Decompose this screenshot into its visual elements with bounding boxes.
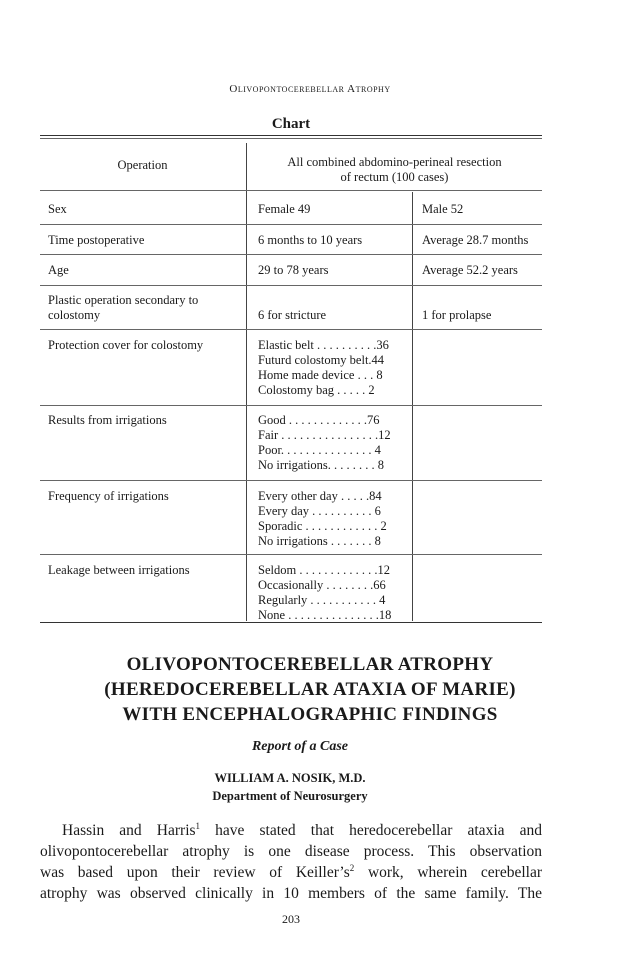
body-line	[40, 820, 542, 841]
body-line-text: was based upon their review of Keiller’s	[40, 864, 350, 881]
running-head: Olivopontocerebellar Atrophy	[229, 83, 391, 95]
column-header-resection-line2: of rectum (100 cases)	[340, 170, 449, 184]
row-rule	[40, 224, 542, 225]
row-frequency-list	[258, 489, 387, 549]
body-line-text: olivopontocerebellar atrophy is one disease process. This observation	[40, 843, 542, 860]
body-line	[40, 841, 542, 862]
row-rule	[40, 329, 542, 330]
row-results-list	[258, 413, 391, 473]
list-item: Poor. . . . . . . . . . . . . . . 4	[258, 443, 381, 457]
row-sex-col2: Female 49	[258, 202, 311, 216]
row-protection-label: Protection cover for colostomy	[48, 338, 204, 352]
row-age-col2: 29 to 78 years	[258, 263, 329, 277]
table-top-rule	[40, 135, 542, 136]
author-block	[0, 769, 580, 805]
list-item: Elastic belt . . . . . . . . . .36	[258, 338, 389, 352]
article-title	[0, 652, 620, 727]
list-item: Regularly . . . . . . . . . . . 4	[258, 593, 386, 607]
body-line-text: Hassin and Harris	[62, 822, 196, 839]
row-plastic-label-text: Plastic operation secondary to colostomy	[48, 293, 199, 322]
page-number: 203	[282, 912, 300, 926]
row-age-col3: Average 52.2 years	[422, 263, 518, 277]
footnote-ref: 2	[349, 862, 355, 873]
list-item: Sporadic . . . . . . . . . . . . 2	[258, 519, 387, 533]
list-item: No irrigations . . . . . . . 8	[258, 534, 381, 548]
row-age-label: Age	[48, 263, 69, 277]
list-item: Fair . . . . . . . . . . . . . . . .12	[258, 428, 391, 442]
row-rule	[40, 554, 542, 555]
row-rule	[40, 285, 542, 286]
row-sex-col3: Male 52	[422, 202, 464, 216]
body-line	[40, 883, 542, 904]
table-top-rule-2	[40, 138, 542, 139]
article-subtitle: Report of a Case	[251, 739, 349, 754]
author-name: WILLIAM A. NOSIK, M.D.	[214, 771, 366, 785]
row-plastic-label	[48, 293, 233, 323]
article-title-line2: (HEREDOCEREBELLAR ATAXIA OF MARIE)	[104, 679, 516, 700]
row-rule	[40, 480, 542, 481]
list-item: Home made device . . . 8	[258, 368, 383, 382]
list-item: Seldom . . . . . . . . . . . . .12	[258, 563, 390, 577]
column-header-resection-line1: All combined abdomino-perineal resection	[287, 155, 502, 169]
table-column-divider-1	[246, 143, 247, 621]
list-item: No irrigations. . . . . . . . 8	[258, 458, 385, 472]
row-protection-list	[258, 338, 389, 398]
column-header-resection	[247, 155, 542, 185]
list-item: Good . . . . . . . . . . . . .76	[258, 413, 380, 427]
row-time-col3: Average 28.7 months	[422, 233, 529, 247]
list-item: Colostomy bag . . . . . 2	[258, 383, 375, 397]
table-column-divider-2	[412, 192, 413, 621]
row-results-label: Results from irrigations	[48, 413, 167, 427]
body-line-text: have stated that heredocerebellar ataxia and	[200, 822, 542, 839]
list-item: Every other day . . . . .84	[258, 489, 382, 503]
article-title-line1: OLIVOPONTOCEREBELLAR ATROPHY	[126, 654, 494, 675]
article-title-line3: WITH ENCEPHALOGRAPHIC FINDINGS	[122, 704, 498, 725]
column-header-operation: Operation	[117, 158, 168, 172]
row-time-label: Time postoperative	[48, 233, 145, 247]
table-bottom-rule	[40, 622, 542, 623]
row-time-col2: 6 months to 10 years	[258, 233, 363, 247]
row-leakage-list	[258, 563, 391, 623]
row-plastic-col2: 6 for stricture	[258, 308, 327, 322]
list-item: Occasionally . . . . . . . .66	[258, 578, 386, 592]
body-line-text: atrophy was observed clinically in 10 members of the same family. The	[40, 885, 542, 902]
header-rule	[40, 190, 542, 191]
body-paragraph	[40, 820, 542, 904]
list-item: None . . . . . . . . . . . . . . .18	[258, 608, 392, 622]
row-rule	[40, 405, 542, 406]
row-plastic-col3: 1 for prolapse	[422, 308, 492, 322]
body-line	[40, 862, 542, 883]
list-item: Futurd colostomy belt.44	[258, 353, 385, 367]
list-item: Every day . . . . . . . . . . 6	[258, 504, 381, 518]
body-line-text: work, wherein cerebellar	[354, 864, 542, 881]
row-sex-label: Sex	[48, 202, 67, 216]
chart-title: Chart	[271, 116, 311, 132]
row-rule	[40, 254, 542, 255]
row-frequency-label: Frequency of irrigations	[48, 489, 169, 503]
author-department: Department of Neurosurgery	[212, 789, 368, 803]
footnote-ref: 1	[195, 820, 201, 831]
row-leakage-label: Leakage between irrigations	[48, 563, 190, 577]
